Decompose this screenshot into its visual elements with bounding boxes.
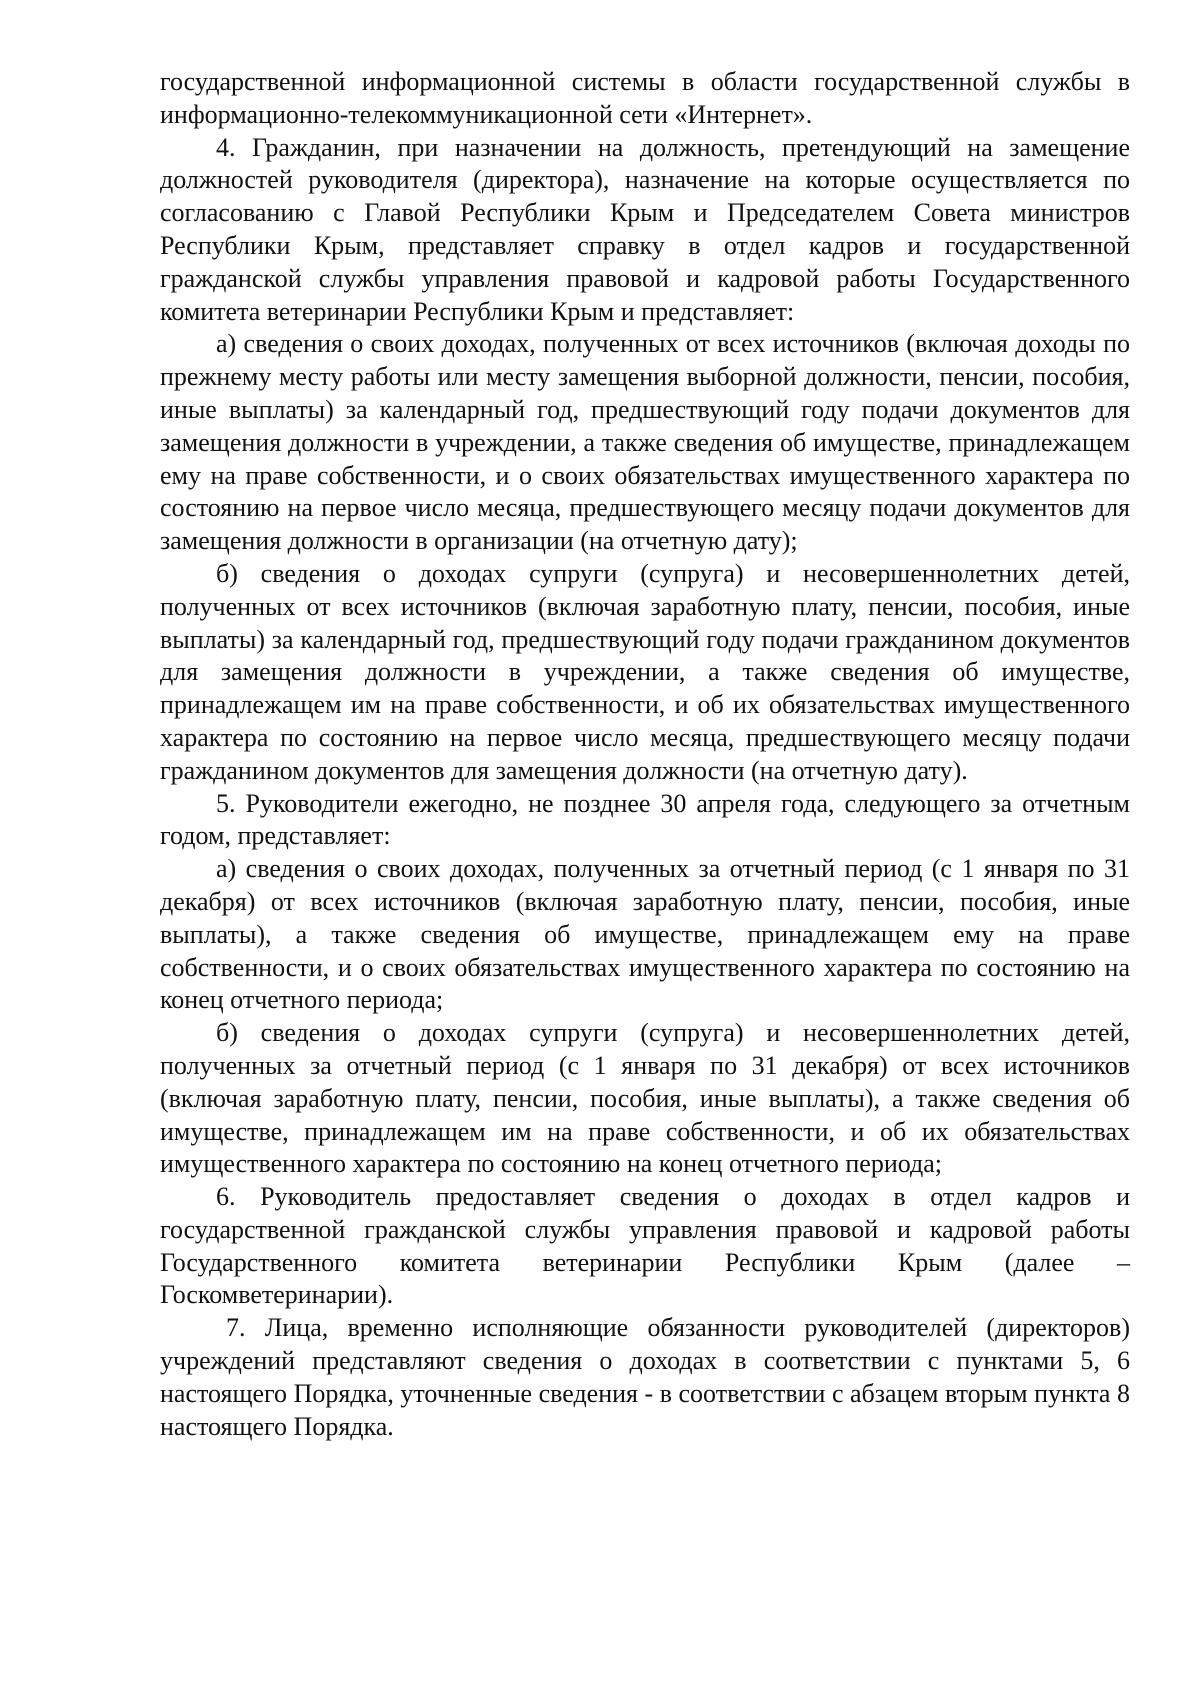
- paragraph-continuation: государственной информационной системы в области государственной службы в информационно-телекоммуникационной сети «Интернет».: [160, 67, 1130, 129]
- document-body: [160, 66, 1130, 1443]
- paragraph-item-5: 5. Руководители ежегодно, не позднее 30 апреля года, следующего за отчетным годом, представляет:: [160, 788, 1130, 851]
- paragraph-item-4b: б) сведения о доходах супруги (супруга) и несовершеннолетних детей, полученных от всех источников (включая заработную плату, пенсии, пособия, иные выплаты) за календарный год, предшествующий году подачи гражданином документов для замещения должности в учреждении, а также сведения об имуществе, принадлежащем им на праве собственности, и об их обязательствах имущественного характера по состоянию на первое число месяца, предшествующего месяцу подачи гражданином документов для замещения должности (на отчетную дату).: [160, 558, 1130, 785]
- paragraph-item-5b: б) сведения о доходах супруги (супруга) и несовершеннолетних детей, полученных за отчетный период (с 1 января по 31 декабря) от всех источников (включая заработную плату, пенсии, пособия, иные выплаты), а также сведения об имуществе, принадлежащем им на праве собственности, и об их обязательствах имущественного характера по состоянию на конец отчетного периода;: [160, 1018, 1130, 1179]
- paragraph-item-6: 6. Руководитель предоставляет сведения о доходах в отдел кадров и государственной гражданской службы управления правовой и кадровой работы Государственного комитета ветеринарии Республики Крым (далее – Госкомветеринарии).: [160, 1182, 1130, 1310]
- paragraph-item-4a: а) сведения о своих доходах, полученных от всех источников (включая доходы по прежнему месту работы или месту замещения выборной должности, пенсии, пособия, иные выплаты) за календарный год, предшествующий году подачи документов для замещения должности в учреждении, а также сведения об имуществе, принадлежащем ему на праве собственности, и о своих обязательствах имущественного характера по состоянию на первое число месяца, предшествующего месяцу подачи документов для замещения должности в организации (на отчетную дату);: [160, 329, 1130, 556]
- paragraph-item-5a: а) сведения о своих доходах, полученных за отчетный период (с 1 января по 31 декабря) от всех источников (включая заработную плату, пенсии, пособия, иные выплаты), а также сведения об имуществе, принадлежащем ему на праве собственности, и о своих обязательствах имущественного характера по состоянию на конец отчетного периода;: [160, 854, 1130, 1015]
- paragraph-item-7: 7. Лица, временно исполняющие обязанности руководителей (директоров) учреждений представляют сведения о доходах в соответствии с пунктами 5, 6 настоящего Порядка, уточненные сведения - в соответствии с абзацем вторым пункта 8 настоящего Порядка.: [160, 1313, 1130, 1441]
- paragraph-item-4: 4. Гражданин, при назначении на должность, претендующий на замещение должностей руководителя (директора), назначение на которые осуществляется по согласованию с Главой Республики Крым и Председателем Совета министров Республики Крым, представляет справку в отдел кадров и государственной гражданской службы управления правовой и кадровой работы Государственного комитета ветеринарии Республики Крым и представляет:: [160, 132, 1130, 326]
